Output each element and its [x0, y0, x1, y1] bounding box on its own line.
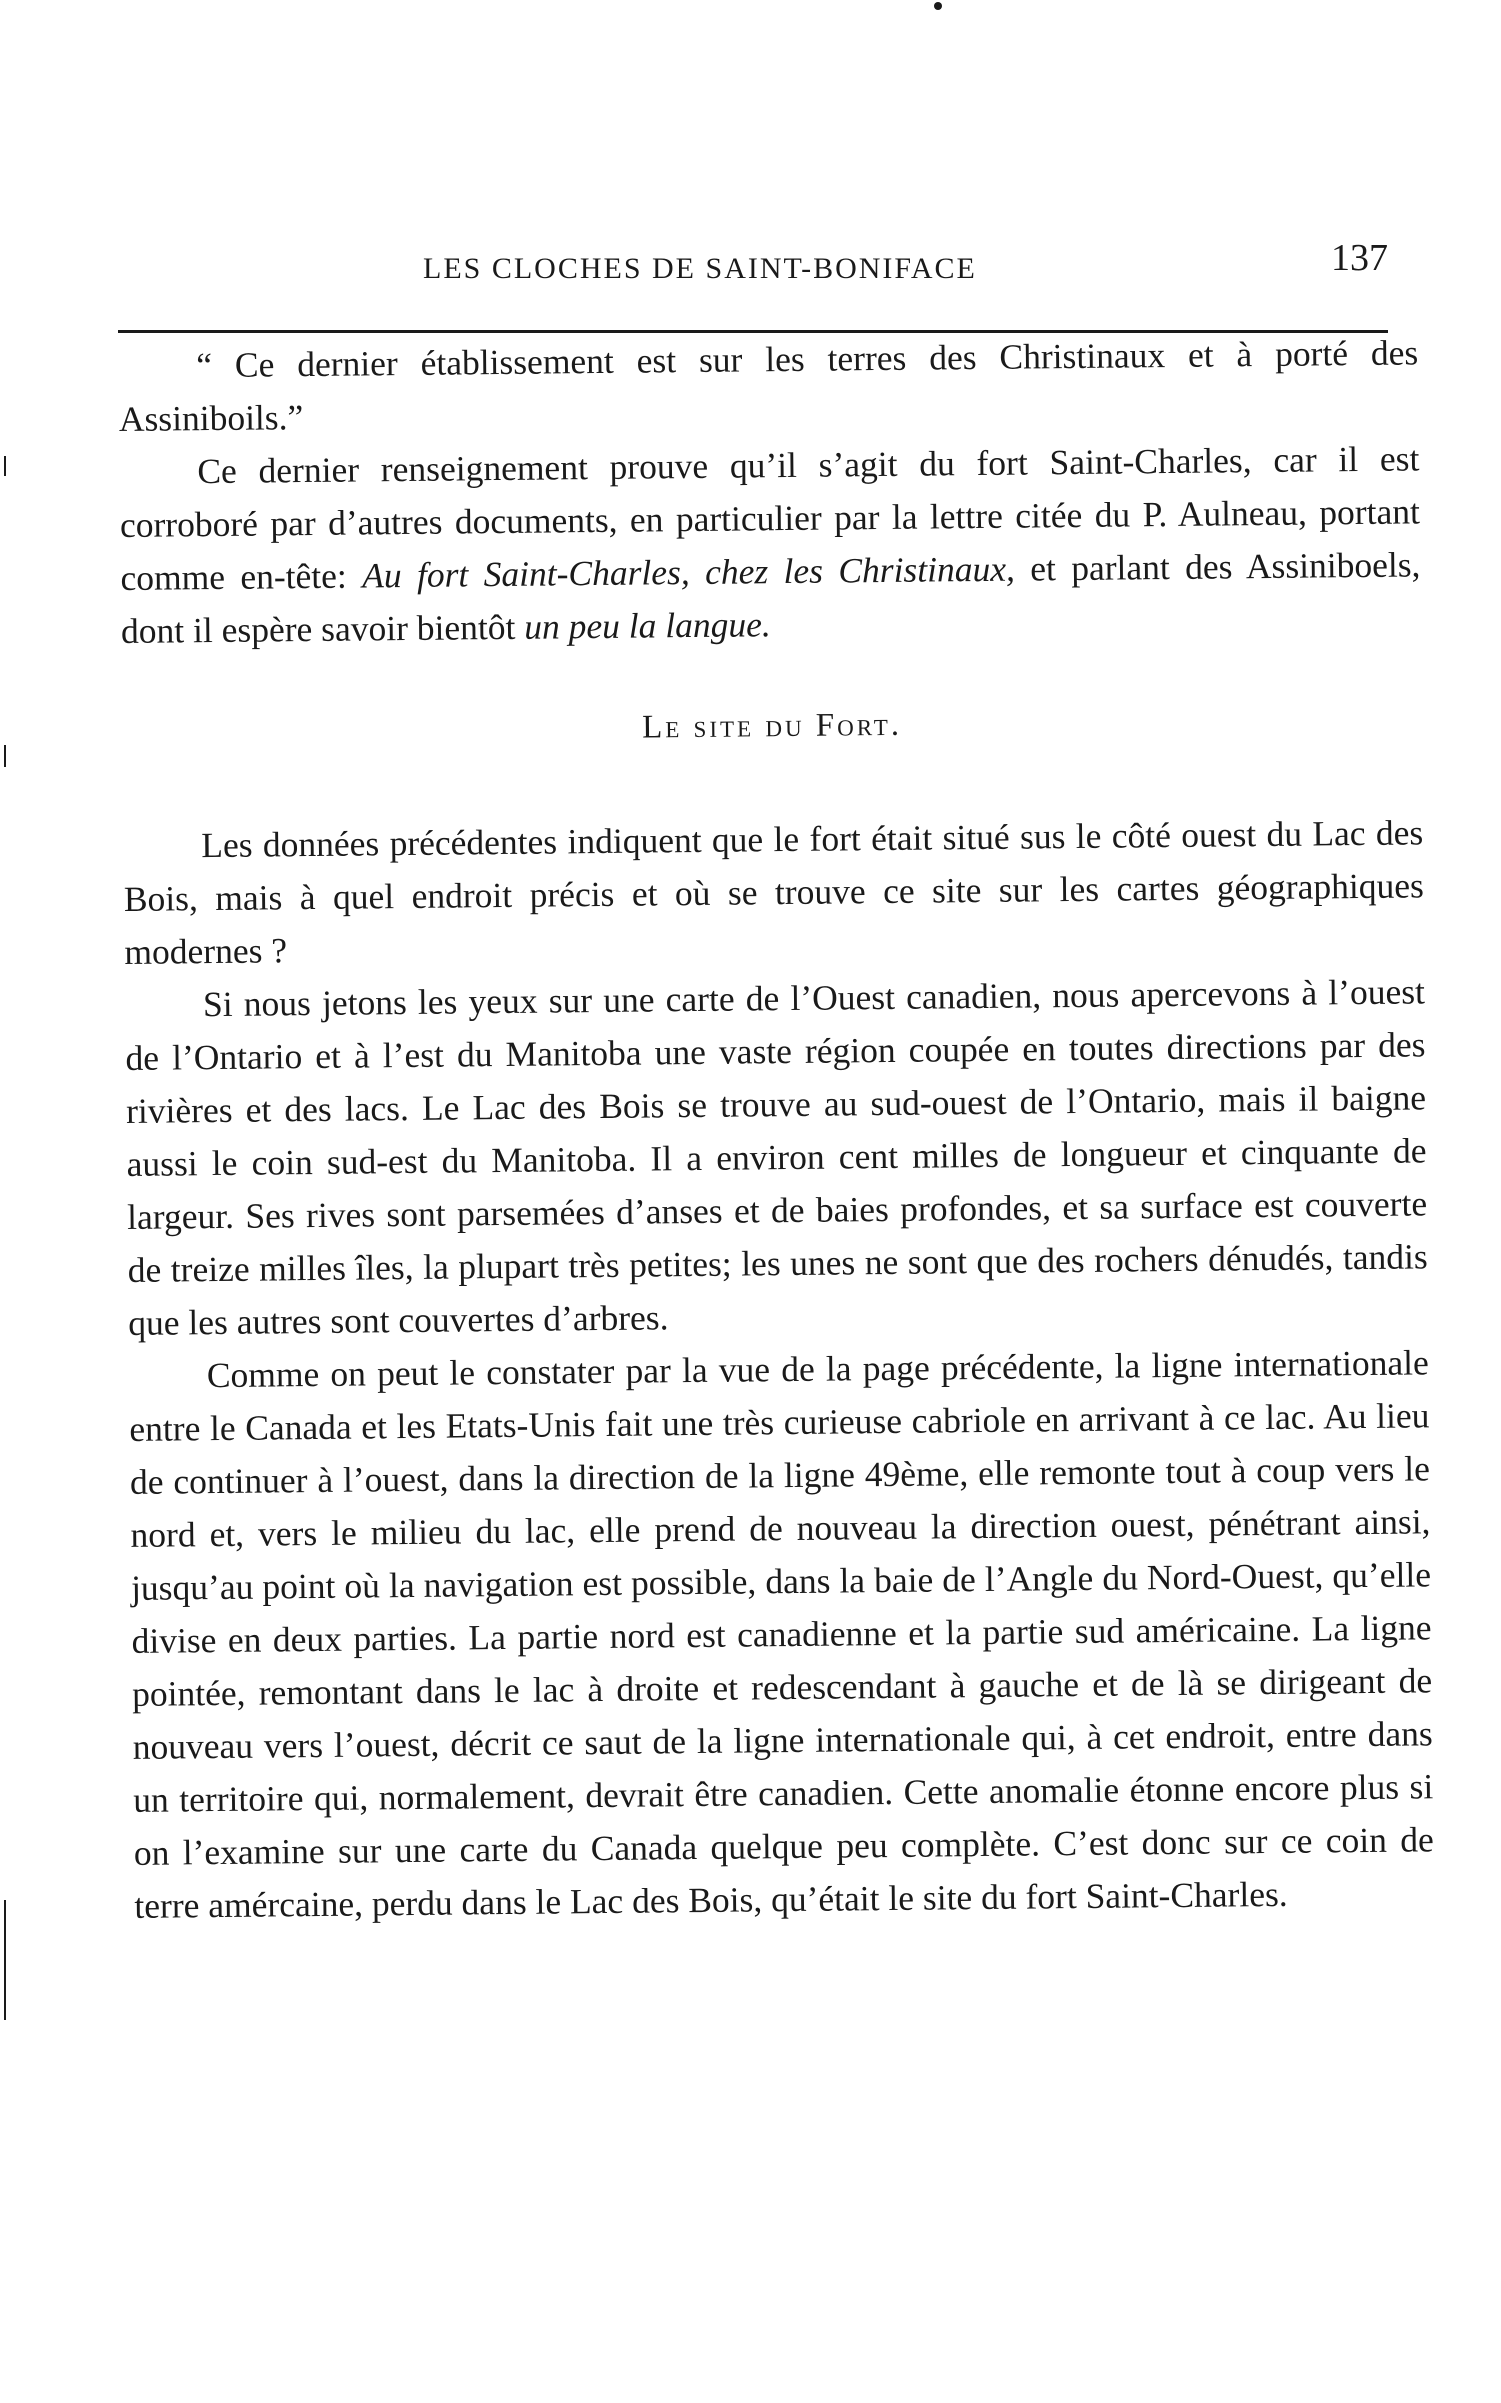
paragraph-renseignement — [119, 432, 1421, 658]
paragraph-quote: “ Ce dernier établissement est sur les terres des Christinaux et à porté des Assiniboils.” — [118, 332, 1419, 439]
margin-mark — [4, 1900, 6, 2020]
italic-phrase: un peu la langue. — [524, 604, 771, 647]
paragraph-text: Ce dernier renseignement prouve qu’il s’agit du fort Saint-Charles, car il est corroboré par d’autres documents, en particulier par la lettre citée du P. Aulneau, portant comme en-tête: — [119, 438, 1421, 598]
body-text — [118, 326, 1435, 1933]
paragraph-donnees: Les données précédentes indiquent que le fort était situé sus le côté ouest du Lac des Bois, mais à quel endroit précis et où se trouve ce site sur les cartes géographiques modernes ? — [123, 812, 1424, 972]
margin-mark — [4, 745, 6, 767]
italic-phrase: Au fort Saint-Charles, chez les Christinaux, — [361, 548, 1016, 596]
paragraph-carte: Si nous jetons les yeux sur une carte de l’Ouest canadien, nous apercevons à l’ouest de l’Ontario et à l’est du Manitoba une vaste région coupée en toutes directions par des rivières et des lacs. Le Lac des Bois se trouve au sud-ouest de l’Ontario, mais il baigne aussi le coin sud-est du Manitoba. Il a environ cent milles de longueur et cinquante de largeur. Ses rives sont parsemées d’anses et de baies profondes, et sa surface est couverte de treize milles îles, la plupart très petites; les unes ne sont que des rochers dénudés, tandis que les autres sont couvertes d’arbres. — [125, 971, 1428, 1343]
section-heading: Le site du Fort. — [641, 706, 903, 746]
paragraph-ligne-internationale: Comme on peut le constater par la vue de la page précédente, la ligne internationale entre le Canada et les Etats-Unis fait une très curieuse cabriole en arrivant à ce lac. Au lieu de continuer à l’ouest, dans la direction de la ligne 49ème, elle remonte tout à coup vers le nord et, vers le milieu du lac, elle prend de nouveau la direction ouest, pénétrant ainsi, jusqu’au point où la navigation est possible, dans la baie de l’Angle du Nord-Ouest, qu’elle divise en deux parties. La partie nord est canadienne et la partie sud américaine. La ligne pointée, remontant dans le lac à droite et redescendant à gauche et de là se dirigeant de nouveau vers l’ouest, décrit ce saut de la ligne internationale qui, à cet endroit, entre dans un territoire qui, normalement, devrait être canadien. Cette anomalie étonne encore plus si on l’examine sur une carte du Canada quelque peu complète. C’est donc sur ce coin de terre amércaine, perdu dans le Lac des Bois, qu’était le site du fort Saint-Charles. — [129, 1342, 1434, 1926]
margin-mark — [4, 456, 6, 476]
ink-speck — [934, 2, 942, 10]
page-header — [118, 236, 1388, 296]
page-number: 137 — [1331, 237, 1388, 279]
paragraph-text: et parlant des Assiniboels, dont il espère savoir bientôt — [120, 544, 1421, 651]
running-title: LES CLOCHES DE SAINT-BONIFACE — [423, 252, 977, 285]
